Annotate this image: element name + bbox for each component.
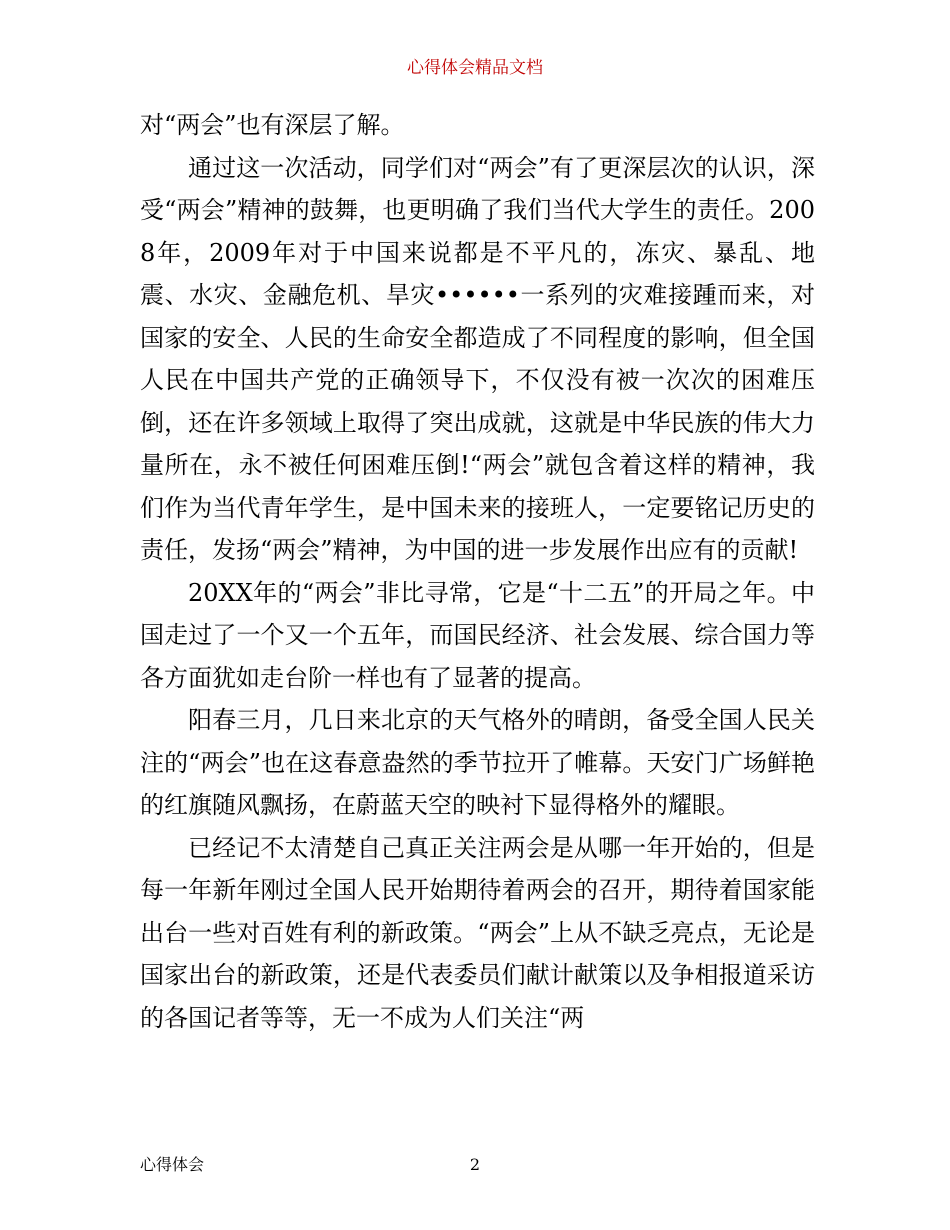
paragraph: 通过这一次活动，同学们对“两会”有了更深层次的认识，深受“两会”精神的鼓舞，也更明确了我们当代大学生的责任。2008年，2009年对于中国来说都是不平凡的，冻灾、暴乱、地震、水灾、金融危机、旱灾••••••一系列的灾难接踵而来，对国家的安全、人民的生命安全都造成了不同程度的影响，但全国人民在中国共产党的正确领导下，不仅没有被一次次的困难压倒，还在许多领域上取得了突出成就，这就是中华民族的伟大力量所在，永不被任何困难压倒!“两会”就包含着这样的精神，我们作为当代青年学生，是中国未来的接班人，一定要铭记历史的责任，发扬“两会”精神，为中国的进一步发展作出应有的贡献! [140,153,815,564]
paragraph: 20XX年的“两会”非比寻常，它是“十二五”的开局之年。中国走过了一个又一个五年，而国民经济、社会发展、综合国力等各方面犹如走台阶一样也有了显著的提高。 [140,578,815,692]
paragraph: 阳春三月，几日来北京的天气格外的晴朗，备受全国人民关注的“两会”也在这春意盎然的季节拉开了帷幕。天安门广场鲜艳的红旗随风飘扬，在蔚蓝天空的映衬下显得格外的耀眼。 [140,706,815,819]
document-header-title: 心得体会精品文档 [407,58,543,78]
document-body [140,104,815,1039]
paragraph: 对“两会”也有深层了解。 [140,111,405,139]
page-number: 2 [469,1155,481,1174]
paragraph: 已经记不太清楚自己真正关注两会是从哪一年开始的，但是每一年新年刚过全国人民开始期待着两会的召开，期待着国家能出台一些对百姓有利的新政策。“两会”上从不缺乏亮点，无论是国家出台的新政策，还是代表委员们献计献策以及争相报道采访的各国记者等等，无一不成为人们关注“两 [140,833,815,1032]
footer-label: 心得体会 [140,1155,205,1174]
